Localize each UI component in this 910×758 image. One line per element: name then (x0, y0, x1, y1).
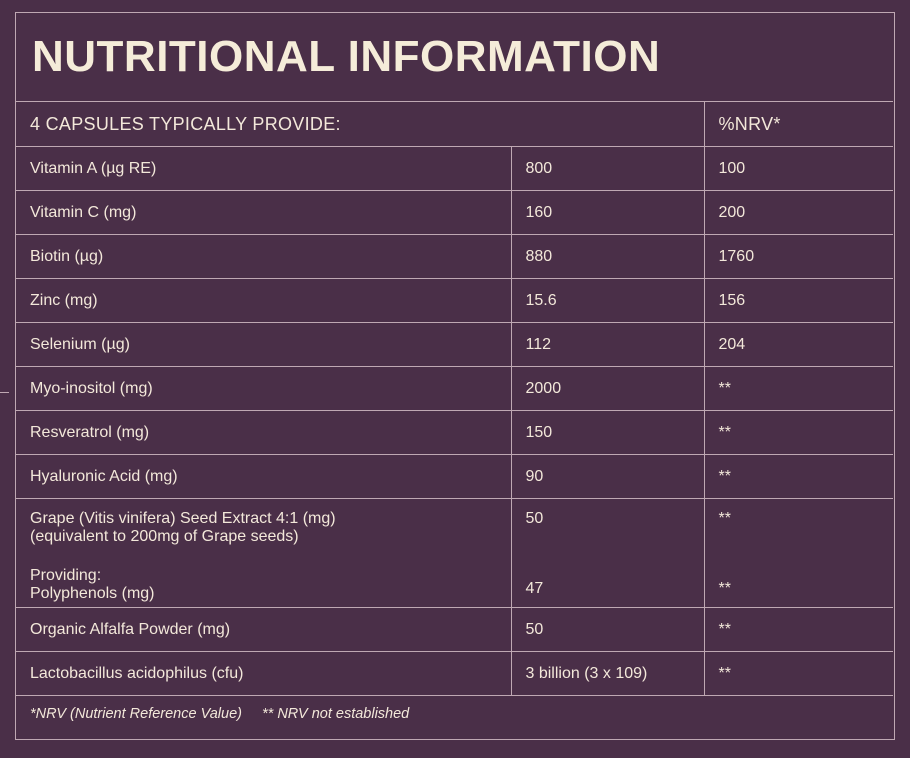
nutrient-name: Myo-inositol (mg) (16, 367, 511, 411)
grape-nrv: ** (718, 510, 731, 527)
nutrient-amount: 160 (511, 191, 704, 235)
table-row (16, 411, 893, 455)
table-row (16, 147, 893, 191)
table-row (16, 279, 893, 323)
nutrient-nrv: ** (704, 455, 893, 499)
page-title: NUTRITIONAL INFORMATION (32, 32, 661, 81)
nutrient-amount: 90 (511, 455, 704, 499)
nutrient-nrv: 1760 (704, 235, 893, 279)
nutrient-name: Zinc (mg) (16, 279, 511, 323)
grape-amount-cell (511, 499, 704, 608)
nutrient-amount: 150 (511, 411, 704, 455)
table-row (16, 455, 893, 499)
nutrient-nrv: ** (704, 608, 893, 652)
edge-tick (0, 392, 9, 393)
nutrient-nrv: ** (704, 367, 893, 411)
polyphenols-nrv: ** (718, 580, 731, 597)
nutrient-amount: 15.6 (511, 279, 704, 323)
nutrient-name: Lactobacillus acidophilus (cfu) (16, 652, 511, 696)
nutrient-amount: 2000 (511, 367, 704, 411)
polyphenols-amount: 47 (525, 580, 544, 597)
grape-name-cell (16, 499, 511, 608)
nutrient-name: Resveratrol (mg) (16, 411, 511, 455)
nutrient-nrv: 204 (704, 323, 893, 367)
nutrient-amount: 800 (511, 147, 704, 191)
nutrient-name: Vitamin A (µg RE) (16, 147, 511, 191)
footnote (16, 695, 893, 739)
polyphenols-name: Polyphenols (mg) (30, 585, 155, 602)
table-header-row (16, 102, 893, 147)
table-row (16, 608, 893, 652)
nutrient-nrv: 200 (704, 191, 893, 235)
table-row (16, 652, 893, 696)
nutrient-name: Hyaluronic Acid (mg) (16, 455, 511, 499)
grape-nrv-cell (704, 499, 893, 608)
nutrient-amount: 3 billion (3 x 109) (511, 652, 704, 696)
header-nrv: %NRV* (704, 102, 893, 147)
nutrient-nrv: ** (704, 411, 893, 455)
table-row (16, 367, 893, 411)
nutrient-name: Organic Alfalfa Powder (mg) (16, 608, 511, 652)
table-row (16, 323, 893, 367)
nutrient-name: Vitamin C (mg) (16, 191, 511, 235)
grape-name-line2: (equivalent to 200mg of Grape seeds) (30, 528, 299, 545)
providing-label: Providing: (30, 567, 102, 584)
table-row (16, 235, 893, 279)
nutrition-panel (15, 12, 895, 740)
nutrient-amount: 112 (511, 323, 704, 367)
nutrition-table (16, 101, 893, 696)
footnote-nrv-definition: *NRV (Nutrient Reference Value) (30, 706, 242, 722)
nutrient-amount: 880 (511, 235, 704, 279)
table-row (16, 191, 893, 235)
footnote-nrv-not-established: ** NRV not established (262, 706, 410, 722)
table-row-grape (16, 499, 893, 608)
nutrient-name: Biotin (µg) (16, 235, 511, 279)
nutrient-nrv: 156 (704, 279, 893, 323)
nutrient-nrv: 100 (704, 147, 893, 191)
nutrient-name: Selenium (µg) (16, 323, 511, 367)
grape-name-line1: Grape (Vitis vinifera) Seed Extract 4:1 (mg) (30, 510, 336, 527)
nutrient-nrv: ** (704, 652, 893, 696)
nutrient-amount: 50 (511, 608, 704, 652)
grape-amount: 50 (525, 510, 544, 527)
header-label: 4 CAPSULES TYPICALLY PROVIDE: (16, 102, 704, 147)
